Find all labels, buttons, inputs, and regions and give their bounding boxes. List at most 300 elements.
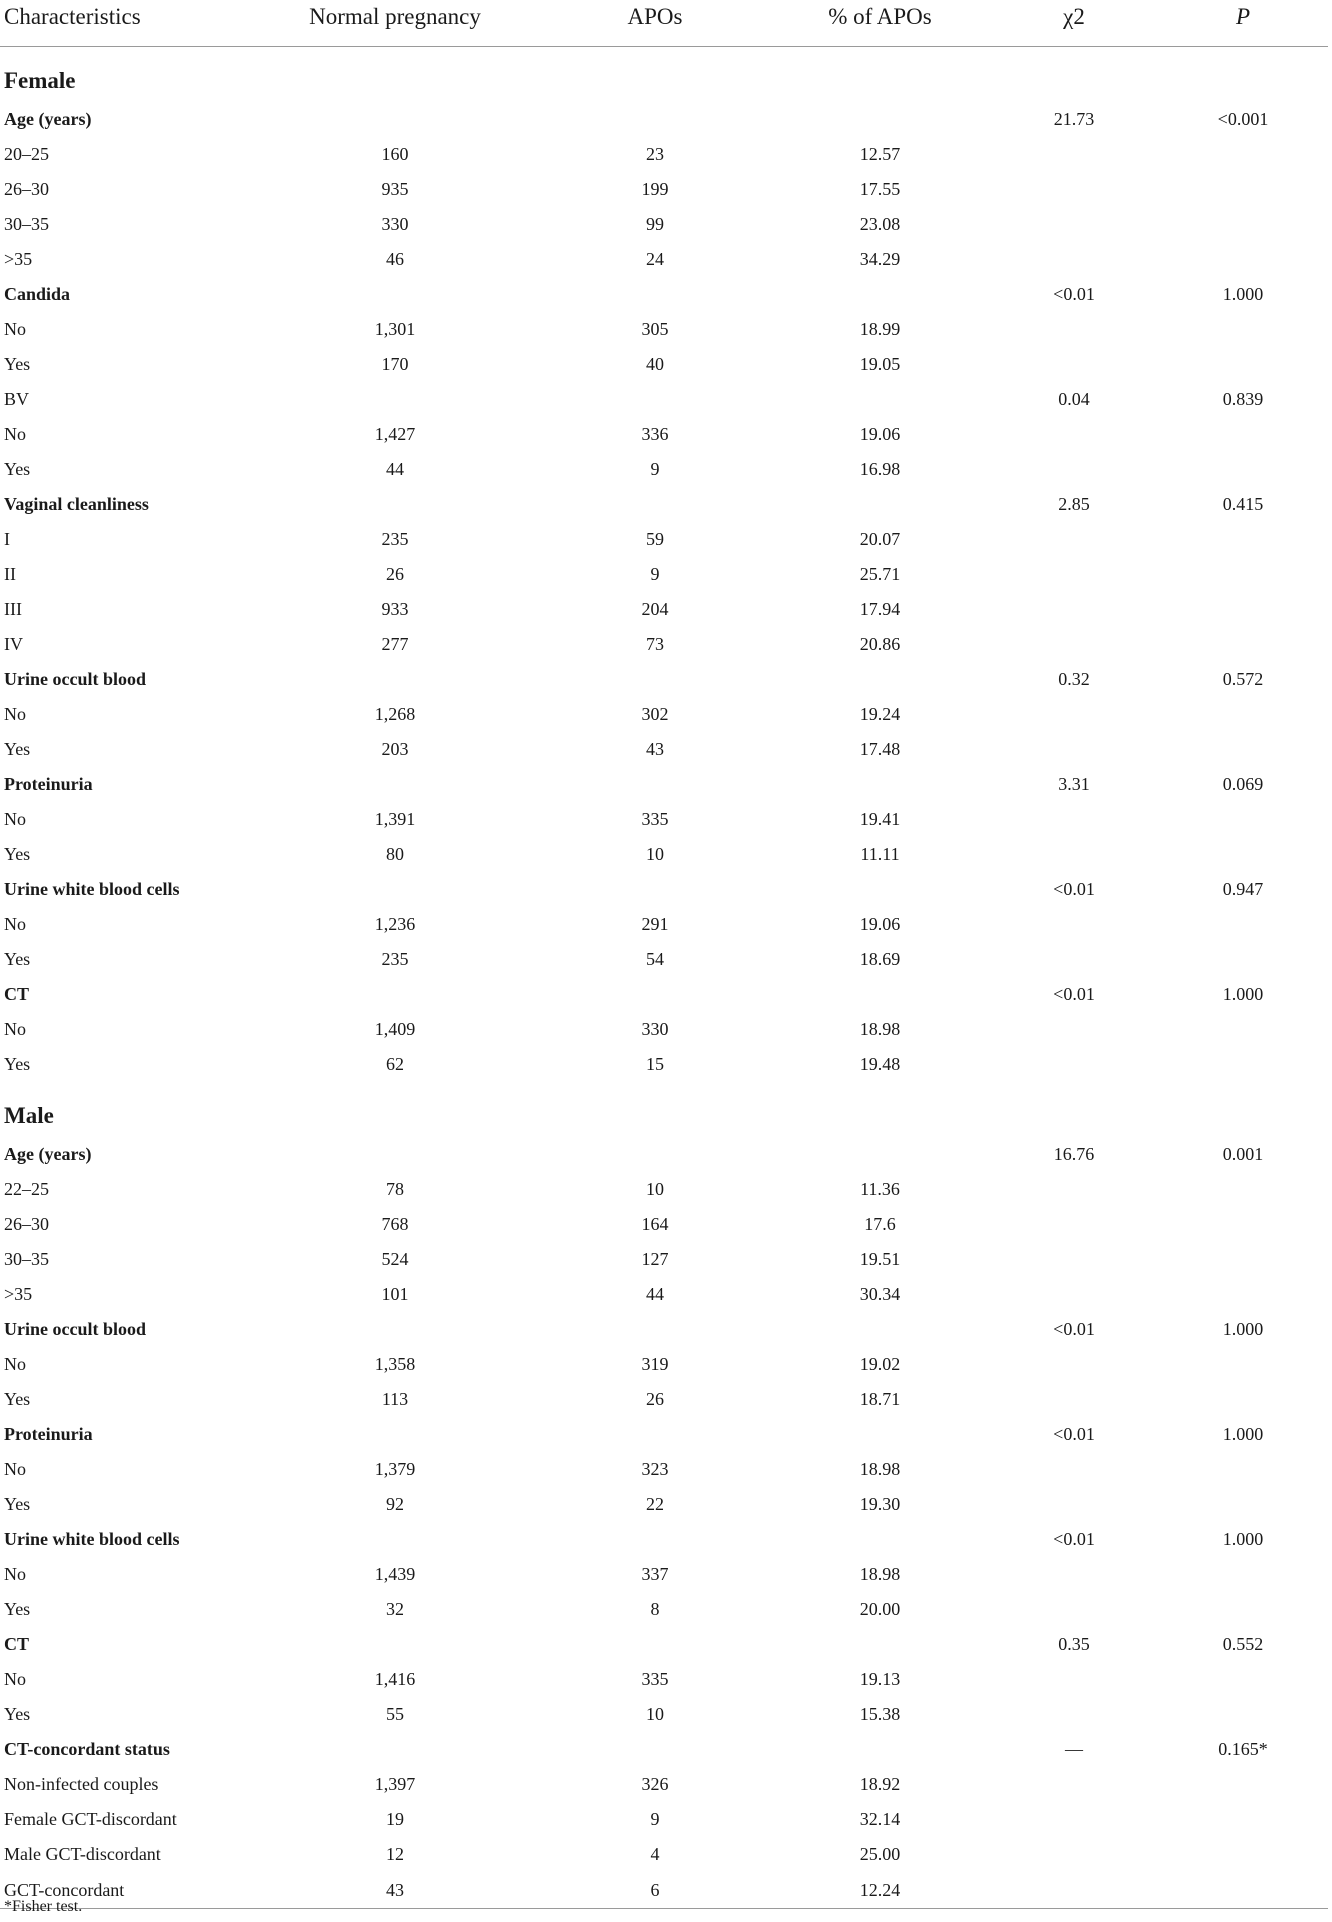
cell-p-value <box>1158 1802 1328 1837</box>
cell-percent-apos: 12.57 <box>859 144 901 164</box>
cell-apos: 22 <box>646 1494 664 1514</box>
cell-normal-pregnancy: 32 <box>386 1599 404 1619</box>
cell-normal-pregnancy <box>250 277 540 312</box>
cell-p-value <box>1158 522 1328 557</box>
cell-p-value <box>1158 1047 1328 1082</box>
cell-p-value: 0.947 <box>1222 879 1264 899</box>
cell-p-value <box>1158 1207 1328 1242</box>
cell-characteristic: Yes <box>4 1054 31 1074</box>
cell-characteristic: Yes <box>4 1704 31 1724</box>
table-row <box>0 907 1328 942</box>
cell-chi-square <box>990 312 1158 347</box>
table-row <box>0 1872 1328 1909</box>
table-row <box>0 697 1328 732</box>
cell-normal-pregnancy: 1,391 <box>374 809 416 829</box>
cell-characteristic: No <box>4 1459 26 1479</box>
cell-p-value <box>1158 557 1328 592</box>
table-row <box>0 1172 1328 1207</box>
cell-percent-apos <box>770 382 990 417</box>
cell-chi-square <box>990 802 1158 837</box>
cell-percent-apos: 11.36 <box>860 1179 900 1199</box>
cell-chi-square <box>990 1047 1158 1082</box>
cell-percent-apos: 18.92 <box>859 1774 901 1794</box>
cell-chi-square <box>990 697 1158 732</box>
cell-percent-apos <box>770 767 990 802</box>
cell-apos <box>540 487 770 522</box>
cell-apos: 291 <box>641 914 669 934</box>
cell-apos: 9 <box>650 564 660 584</box>
cell-chi-square: 3.31 <box>1058 774 1090 794</box>
cell-percent-apos: 18.71 <box>859 1389 901 1409</box>
cell-p-value: 0.572 <box>1222 669 1264 689</box>
cell-chi-square: — <box>1065 1739 1083 1759</box>
table-row <box>0 592 1328 627</box>
cell-percent-apos: 25.00 <box>859 1844 901 1864</box>
cell-apos: 10 <box>646 1179 664 1199</box>
cell-normal-pregnancy <box>250 1137 540 1172</box>
cell-normal-pregnancy: 113 <box>381 1389 409 1409</box>
cell-percent-apos <box>770 662 990 697</box>
cell-characteristic: Proteinuria <box>4 774 93 794</box>
cell-characteristic: 22–25 <box>4 1179 49 1199</box>
cell-characteristic: No <box>4 319 26 339</box>
cell-percent-apos: 16.98 <box>859 459 901 479</box>
cell-normal-pregnancy <box>250 1417 540 1452</box>
cell-characteristic: Yes <box>4 1599 31 1619</box>
cell-chi-square <box>990 732 1158 767</box>
table-row <box>0 837 1328 872</box>
cell-apos <box>540 977 770 1012</box>
cell-chi-square: <0.01 <box>1053 984 1095 1004</box>
cell-characteristic: Yes <box>4 739 31 759</box>
table-row <box>0 1012 1328 1047</box>
cell-apos <box>540 767 770 802</box>
cell-p-value <box>1158 1557 1328 1592</box>
cell-characteristic: BV <box>4 389 30 409</box>
cell-p-value: 0.001 <box>1222 1144 1264 1164</box>
cell-apos: 199 <box>641 179 669 199</box>
table-row <box>0 1557 1328 1592</box>
table-row <box>0 1487 1328 1522</box>
cell-p-value <box>1158 1242 1328 1277</box>
cell-p-value <box>1158 1277 1328 1312</box>
cell-normal-pregnancy <box>250 1627 540 1662</box>
cell-chi-square <box>990 557 1158 592</box>
cell-chi-square <box>990 207 1158 242</box>
table-row <box>0 1452 1328 1487</box>
cell-apos <box>540 662 770 697</box>
cell-chi-square <box>990 1082 1158 1137</box>
variable-header-row <box>0 487 1328 522</box>
cell-characteristic: CT <box>4 984 30 1004</box>
table-row <box>0 802 1328 837</box>
cell-characteristic: No <box>4 704 26 724</box>
cell-chi-square <box>990 1592 1158 1627</box>
cell-characteristic: >35 <box>4 249 33 269</box>
cell-apos <box>540 1082 770 1137</box>
cell-characteristic: 20–25 <box>4 144 49 164</box>
cell-chi-square <box>990 1697 1158 1732</box>
cell-normal-pregnancy <box>250 382 540 417</box>
cell-apos: 44 <box>646 1284 664 1304</box>
cell-chi-square <box>990 347 1158 382</box>
cell-apos: 9 <box>650 1809 660 1829</box>
cell-chi-square <box>990 1277 1158 1312</box>
cell-characteristic: Non-infected couples <box>4 1774 159 1794</box>
table-row <box>0 627 1328 662</box>
table-row <box>0 137 1328 172</box>
cell-p-value <box>1158 1012 1328 1047</box>
cell-chi-square <box>990 452 1158 487</box>
cell-percent-apos: 18.98 <box>859 1564 901 1584</box>
table-row <box>0 522 1328 557</box>
variable-header-row <box>0 382 1328 417</box>
cell-characteristic: 30–35 <box>4 1249 49 1269</box>
cell-percent-apos <box>770 1137 990 1172</box>
cell-apos <box>540 102 770 137</box>
cell-percent-apos: 19.13 <box>859 1669 901 1689</box>
table-row <box>0 1277 1328 1312</box>
cell-normal-pregnancy <box>250 1732 540 1767</box>
cell-characteristic: Urine occult blood <box>4 1319 146 1339</box>
cell-chi-square <box>990 1557 1158 1592</box>
cell-chi-square <box>990 1452 1158 1487</box>
cell-normal-pregnancy: 235 <box>381 529 409 549</box>
header-row <box>0 0 1328 47</box>
cell-p-value <box>1158 1487 1328 1522</box>
cell-p-value: 1.000 <box>1222 1529 1264 1549</box>
cell-normal-pregnancy: 277 <box>381 634 409 654</box>
cell-p-value: 1.000 <box>1222 984 1264 1004</box>
cell-characteristic: Age (years) <box>4 1144 92 1164</box>
cell-normal-pregnancy: 101 <box>381 1284 409 1304</box>
col-header-percent-apos: % of APOs <box>770 0 990 47</box>
cell-p-value <box>1158 1347 1328 1382</box>
cell-apos: 40 <box>646 354 664 374</box>
cell-chi-square <box>990 47 1158 103</box>
cell-characteristic: No <box>4 424 26 444</box>
cell-percent-apos <box>770 1732 990 1767</box>
cell-characteristic: Yes <box>4 844 31 864</box>
variable-header-row <box>0 1137 1328 1172</box>
cell-apos: 43 <box>646 739 664 759</box>
cell-characteristic: Female GCT-discordant <box>4 1809 177 1829</box>
cell-normal-pregnancy: 524 <box>381 1249 409 1269</box>
cell-chi-square <box>990 1242 1158 1277</box>
cell-percent-apos: 19.02 <box>859 1354 901 1374</box>
table-row <box>0 1047 1328 1082</box>
cell-p-value: <0.001 <box>1217 109 1269 129</box>
cell-apos <box>540 47 770 103</box>
cell-percent-apos: 34.29 <box>859 249 901 269</box>
cell-characteristic: GCT-concordant <box>0 1872 250 1909</box>
table-row <box>0 452 1328 487</box>
cell-characteristic: Yes <box>4 949 31 969</box>
cell-normal-pregnancy: 330 <box>381 214 409 234</box>
cell-percent-apos: 19.06 <box>859 914 901 934</box>
cell-characteristic: IV <box>4 634 23 654</box>
cell-p-value <box>1158 942 1328 977</box>
cell-percent-apos: 19.30 <box>859 1494 901 1514</box>
cell-percent-apos <box>770 977 990 1012</box>
cell-characteristic: Vaginal cleanliness <box>4 494 149 514</box>
cell-apos: 10 <box>646 1704 664 1724</box>
table-row <box>0 347 1328 382</box>
cell-normal-pregnancy: 78 <box>386 1179 404 1199</box>
cell-percent-apos: 17.94 <box>859 599 901 619</box>
cell-p-value: 1.000 <box>1222 1319 1264 1339</box>
cell-apos <box>540 277 770 312</box>
cell-normal-pregnancy <box>250 1082 540 1137</box>
table-header <box>0 0 1328 47</box>
cell-apos <box>540 1417 770 1452</box>
cell-percent-apos: 18.69 <box>859 949 901 969</box>
variable-header-row <box>0 977 1328 1012</box>
cell-chi-square: 0.32 <box>1058 669 1090 689</box>
table-row <box>0 172 1328 207</box>
cell-chi-square <box>990 1487 1158 1522</box>
col-header-chi-square: χ2 <box>990 0 1158 47</box>
section-header-row <box>0 1082 1328 1137</box>
cell-chi-square <box>990 837 1158 872</box>
cell-percent-apos: 19.05 <box>859 354 901 374</box>
cell-chi-square: <0.01 <box>1053 1529 1095 1549</box>
cell-percent-apos: 18.98 <box>859 1019 901 1039</box>
cell-normal-pregnancy <box>250 662 540 697</box>
cell-p-value <box>1158 1837 1328 1872</box>
table-row <box>0 207 1328 242</box>
cell-p-value: 0.552 <box>1222 1634 1264 1654</box>
cell-percent-apos: 20.07 <box>859 529 901 549</box>
cell-apos: 326 <box>641 1774 669 1794</box>
cell-apos: 8 <box>650 1599 660 1619</box>
cell-characteristic: Male GCT-discordant <box>4 1844 161 1864</box>
cell-normal-pregnancy: 933 <box>381 599 409 619</box>
cell-percent-apos <box>770 47 990 103</box>
cell-characteristic: Female <box>4 67 76 93</box>
cell-percent-apos <box>770 1627 990 1662</box>
cell-percent-apos: 20.00 <box>859 1599 901 1619</box>
cell-characteristic: Urine white blood cells <box>4 879 180 899</box>
cell-chi-square <box>990 592 1158 627</box>
cell-apos: 59 <box>646 529 664 549</box>
cell-percent-apos: 18.99 <box>859 319 901 339</box>
cell-apos: 337 <box>641 1564 669 1584</box>
cell-percent-apos: 12.24 <box>770 1872 990 1909</box>
cell-apos <box>540 1137 770 1172</box>
cell-characteristic: II <box>4 564 16 584</box>
cell-percent-apos <box>770 1312 990 1347</box>
cell-characteristic: Age (years) <box>4 109 92 129</box>
col-header-p-value: P <box>1158 0 1328 47</box>
cell-normal-pregnancy <box>250 487 540 522</box>
cell-normal-pregnancy: 92 <box>386 1494 404 1514</box>
cell-characteristic: Candida <box>4 284 71 304</box>
cell-p-value <box>1158 347 1328 382</box>
variable-header-row <box>0 1417 1328 1452</box>
cell-chi-square <box>990 137 1158 172</box>
cell-chi-square <box>990 627 1158 662</box>
cell-p-value <box>1158 1697 1328 1732</box>
cell-normal-pregnancy: 55 <box>386 1704 404 1724</box>
cell-chi-square: <0.01 <box>1053 879 1095 899</box>
cell-apos: 24 <box>646 249 664 269</box>
variable-header-row <box>0 102 1328 137</box>
cell-p-value <box>1158 1382 1328 1417</box>
cell-percent-apos: 15.38 <box>859 1704 901 1724</box>
cell-p-value: 0.415 <box>1222 494 1264 514</box>
cell-percent-apos <box>770 1082 990 1137</box>
cell-percent-apos: 11.11 <box>860 844 900 864</box>
cell-characteristic: 30–35 <box>4 214 49 234</box>
cell-p-value <box>1158 697 1328 732</box>
cell-characteristic: CT <box>4 1634 30 1654</box>
cell-p-value: 0.839 <box>1222 389 1264 409</box>
cell-chi-square: 21.73 <box>1053 109 1095 129</box>
table-row <box>0 557 1328 592</box>
cell-chi-square <box>990 1872 1158 1909</box>
table-row <box>0 1207 1328 1242</box>
cell-chi-square <box>990 1767 1158 1802</box>
table-row <box>0 1697 1328 1732</box>
table-body <box>0 47 1328 1909</box>
cell-p-value: 1.000 <box>1222 284 1264 304</box>
cell-normal-pregnancy: 26 <box>386 564 404 584</box>
table-row <box>0 1347 1328 1382</box>
cell-apos: 10 <box>646 844 664 864</box>
cell-chi-square <box>990 1012 1158 1047</box>
cell-chi-square <box>990 1347 1158 1382</box>
cell-chi-square <box>990 522 1158 557</box>
cell-chi-square <box>990 1207 1158 1242</box>
cell-normal-pregnancy: 62 <box>386 1054 404 1074</box>
cell-chi-square: <0.01 <box>1053 284 1095 304</box>
cell-chi-square: <0.01 <box>1053 1424 1095 1444</box>
cell-p-value <box>1158 137 1328 172</box>
cell-characteristic: Urine occult blood <box>4 669 146 689</box>
variable-header-row <box>0 1522 1328 1557</box>
variable-header-row <box>0 1627 1328 1662</box>
cell-percent-apos: 19.48 <box>859 1054 901 1074</box>
cell-normal-pregnancy: 160 <box>381 144 409 164</box>
cell-normal-pregnancy: 1,427 <box>374 424 416 444</box>
cell-normal-pregnancy: 203 <box>381 739 409 759</box>
cell-p-value <box>1158 452 1328 487</box>
cell-normal-pregnancy: 19 <box>386 1809 404 1829</box>
cell-normal-pregnancy: 1,409 <box>374 1019 416 1039</box>
cell-percent-apos: 18.98 <box>859 1459 901 1479</box>
cell-percent-apos <box>770 872 990 907</box>
cell-normal-pregnancy: 43 <box>250 1872 540 1909</box>
variable-header-row <box>0 1312 1328 1347</box>
cell-characteristic: No <box>4 1564 26 1584</box>
cell-p-value: 1.000 <box>1222 1424 1264 1444</box>
cell-percent-apos <box>770 487 990 522</box>
cell-normal-pregnancy <box>250 102 540 137</box>
cell-apos: 9 <box>650 459 660 479</box>
cell-chi-square: 2.85 <box>1058 494 1090 514</box>
cell-characteristic: Yes <box>4 354 31 374</box>
cell-apos <box>540 1522 770 1557</box>
table-row <box>0 1767 1328 1802</box>
table-row <box>0 942 1328 977</box>
cell-characteristic: No <box>4 1669 26 1689</box>
cell-normal-pregnancy: 1,268 <box>374 704 416 724</box>
cell-apos <box>540 382 770 417</box>
cell-chi-square <box>990 242 1158 277</box>
cell-chi-square <box>990 907 1158 942</box>
cell-p-value <box>1158 907 1328 942</box>
table-row <box>0 417 1328 452</box>
variable-header-row <box>0 277 1328 312</box>
cell-p-value <box>1158 1592 1328 1627</box>
cell-percent-apos <box>770 102 990 137</box>
cell-percent-apos: 25.71 <box>859 564 901 584</box>
cell-apos: 305 <box>641 319 669 339</box>
cell-percent-apos: 23.08 <box>859 214 901 234</box>
cell-characteristic: No <box>4 1019 26 1039</box>
cell-apos: 323 <box>641 1459 669 1479</box>
cell-percent-apos <box>770 277 990 312</box>
table-row <box>0 1242 1328 1277</box>
cell-apos: 23 <box>646 144 664 164</box>
cell-characteristic: Yes <box>4 459 31 479</box>
cell-characteristic: Proteinuria <box>4 1424 93 1444</box>
cell-apos: 73 <box>646 634 664 654</box>
cell-normal-pregnancy: 1,236 <box>374 914 416 934</box>
cell-p-value: 0.165* <box>1218 1739 1268 1759</box>
cell-percent-apos: 17.6 <box>864 1214 896 1234</box>
cell-chi-square: 16.76 <box>1053 1144 1095 1164</box>
cell-percent-apos: 17.55 <box>859 179 901 199</box>
cell-p-value <box>1158 802 1328 837</box>
cell-chi-square <box>990 942 1158 977</box>
cell-percent-apos: 19.06 <box>859 424 901 444</box>
cell-p-value <box>1158 592 1328 627</box>
cell-chi-square: 0.35 <box>1058 1634 1090 1654</box>
cell-normal-pregnancy: 235 <box>381 949 409 969</box>
cell-apos: 99 <box>646 214 664 234</box>
cell-p-value <box>1158 1082 1328 1137</box>
variable-header-row <box>0 1732 1328 1767</box>
table-footnote: *Fisher test. <box>4 1898 83 1915</box>
cell-characteristic: No <box>4 809 26 829</box>
table-row <box>0 242 1328 277</box>
cell-chi-square <box>990 1837 1158 1872</box>
col-header-apos: APOs <box>540 0 770 47</box>
cell-apos: 335 <box>641 1669 669 1689</box>
cell-normal-pregnancy: 1,439 <box>374 1564 416 1584</box>
variable-header-row <box>0 767 1328 802</box>
cell-p-value <box>1158 242 1328 277</box>
cell-normal-pregnancy: 1,379 <box>374 1459 416 1479</box>
cell-percent-apos: 19.24 <box>859 704 901 724</box>
cell-p-value <box>1158 172 1328 207</box>
cell-apos: 54 <box>646 949 664 969</box>
cell-percent-apos: 30.34 <box>859 1284 901 1304</box>
cell-apos: 319 <box>641 1354 669 1374</box>
table-row <box>0 1382 1328 1417</box>
cell-apos: 336 <box>641 424 669 444</box>
cell-characteristic: III <box>4 599 22 619</box>
cell-p-value <box>1158 1872 1328 1909</box>
cell-apos: 330 <box>641 1019 669 1039</box>
cell-normal-pregnancy: 12 <box>386 1844 404 1864</box>
cell-normal-pregnancy: 44 <box>386 459 404 479</box>
cell-apos <box>540 1627 770 1662</box>
cell-apos: 4 <box>650 1844 660 1864</box>
cell-apos: 204 <box>641 599 669 619</box>
